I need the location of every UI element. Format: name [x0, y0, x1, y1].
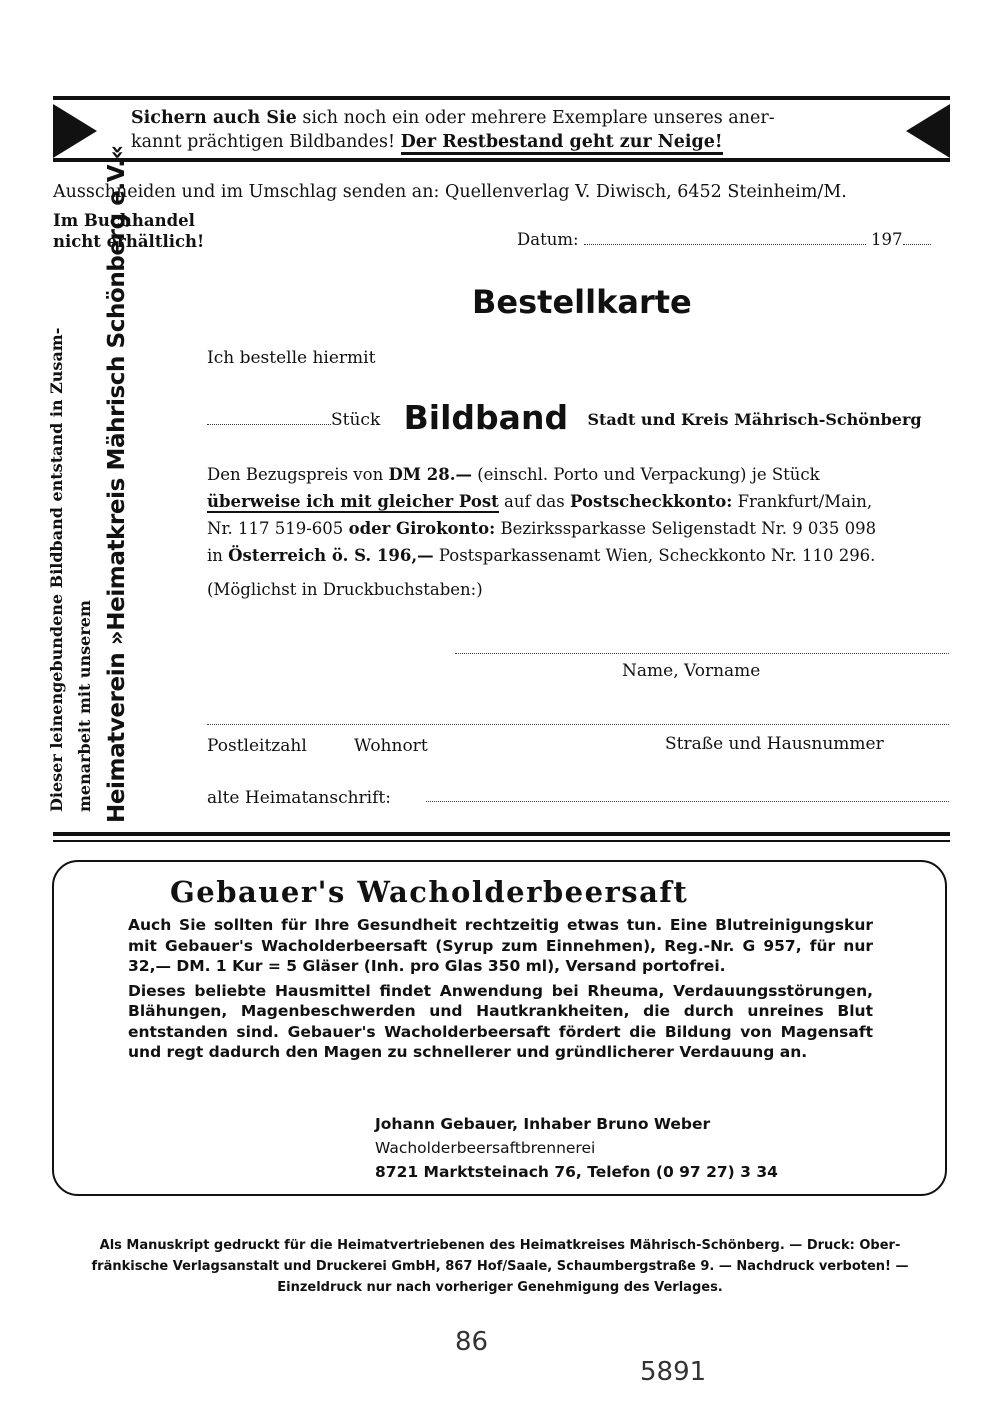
payment-paragraph	[207, 461, 952, 569]
ad-sig-owner: Johann Gebauer, Inhaber Bruno Weber	[375, 1115, 711, 1133]
pay-text: Frankfurt/Main,	[732, 492, 873, 511]
handwritten-number: 5891	[640, 1357, 707, 1387]
print-hint: (Möglichst in Druckbuchstaben:)	[207, 580, 483, 599]
banner-underlined: Der Restbestand geht zur Neige!	[401, 132, 723, 155]
pay-text: auf das	[498, 492, 570, 511]
side-heimatverein: Heimatverein »Heimatkreis Mährisch Schönberg e.V.«	[104, 144, 130, 823]
arrow-left-icon	[53, 104, 97, 158]
quantity-dotted-line[interactable]	[207, 410, 331, 425]
name-field[interactable]	[455, 653, 949, 654]
imprint-footer	[60, 1235, 940, 1298]
old-address-label: alte Heimatanschrift:	[207, 788, 391, 808]
ad-title: Gebauer's Wacholderbeersaft	[170, 875, 689, 909]
footer-line3: Einzeldruck nur nach vorheriger Genehmigung des Verlages.	[277, 1280, 723, 1295]
date-year-dots	[903, 230, 931, 245]
top-banner	[53, 96, 950, 162]
arrow-right-icon	[906, 104, 950, 158]
pay-austria: Österreich ö. S. 196,—	[228, 546, 434, 565]
address-field[interactable]	[207, 724, 949, 725]
name-label: Name, Vorname	[622, 661, 761, 681]
date-field[interactable]	[517, 230, 931, 249]
side-note-line1: Dieser leinengebundene Bildband entstand in Zusam-	[47, 327, 66, 812]
pay-underlined: überweise ich mit gleicher Post	[207, 492, 499, 511]
side-note-line2: menarbeit mit unserem	[75, 600, 94, 812]
banner-line1: sich noch ein oder mehrere Exemplare unseres aner-	[296, 108, 775, 128]
page-title: Bestellkarte	[472, 283, 692, 321]
pay-text: Den Bezugspreis von	[207, 465, 389, 484]
pay-text: Bezirkssparkasse Seligenstadt Nr. 9 035 098	[495, 519, 877, 538]
footer-line1: Als Manuskript gedruckt für die Heimatvertriebenen des Heimatkreises Mährisch-Schönberg. — Druck: Ober-	[99, 1238, 901, 1253]
divider	[53, 840, 950, 842]
pay-text: Postsparkassenamt Wien, Scheckkonto Nr. 110 296.	[433, 546, 876, 565]
buchhandel-line1: Im Buchhandel	[53, 211, 195, 230]
ad-body	[128, 915, 873, 1067]
quantity-label: Stück	[331, 410, 381, 430]
pay-postscheck: Postscheckkonto:	[570, 492, 733, 511]
pay-text: (einschl. Porto und Verpackung) je Stück	[471, 465, 820, 484]
buchhandel-line2: nicht erhältlich!	[53, 232, 205, 251]
send-line: Ausschneiden und im Umschlag senden an: Quellenverlag V. Diwisch, 6452 Steinheim/M.	[53, 182, 847, 202]
ad-paragraph-1: Auch Sie sollten für Ihre Gesundheit rechtzeitig etwas tun. Eine Blutreinigungskur mit Gebauer's Wacholderbeersaft (Syrup zum Einnehmen), Reg.-Nr. G 957, für nur 32,— DM. 1 Kur = 5 Gläser (Inh. pro Glas 350 ml), Versand portofrei.	[128, 916, 873, 975]
date-dotted-line	[584, 230, 866, 245]
pay-text: Nr. 117 519-605	[207, 519, 349, 538]
product-subtitle: Stadt und Kreis Mährisch-Schönberg	[587, 410, 922, 429]
wohnort-label: Wohnort	[354, 736, 428, 756]
date-year: 197	[871, 230, 903, 249]
side-note	[43, 252, 99, 812]
pay-text: in	[207, 546, 229, 565]
quantity-row[interactable]	[207, 398, 922, 437]
plz-label: Postleitzahl	[207, 736, 307, 756]
product-name: Bildband	[403, 398, 569, 437]
ad-sig-company: Wacholderbeersaftbrennerei	[375, 1139, 596, 1157]
strasse-label: Straße und Hausnummer	[665, 734, 884, 754]
banner-bold: Sichern auch Sie	[131, 108, 297, 128]
footer-line2: fränkische Verlagsanstalt und Druckerei GmbH, 867 Hof/Saale, Schaumbergstraße 9. — Nachdruck verboten! —	[91, 1259, 909, 1274]
ad-paragraph-2: Dieses beliebte Hausmittel findet Anwendung bei Rheuma, Verdauungsstörungen, Blähungen, Magenbeschwerden und Hautkrankheiten, die durch unreines Blut entstanden sind. Gebauer's Wacholderbeersaft fördert die Bildung von Magensaft und regt dadurch den Magen zu schnellerer und gründlicherer Verdauung an.	[128, 981, 873, 1061]
pay-girokonto: oder Girokonto:	[348, 519, 496, 538]
old-address-field[interactable]	[426, 801, 949, 802]
divider	[53, 832, 950, 836]
order-intro: Ich bestelle hiermit	[207, 348, 376, 368]
ad-sig-address: 8721 Marktsteinach 76, Telefon (0 97 27) 3 34	[375, 1163, 778, 1181]
pay-price: DM 28.—	[388, 465, 472, 484]
ad-signature	[375, 1112, 778, 1184]
date-label: Datum:	[517, 230, 579, 249]
handwritten-number: 86	[455, 1327, 489, 1357]
banner-line2: kannt prächtigen Bildbandes!	[131, 132, 401, 152]
banner-text	[131, 106, 891, 154]
